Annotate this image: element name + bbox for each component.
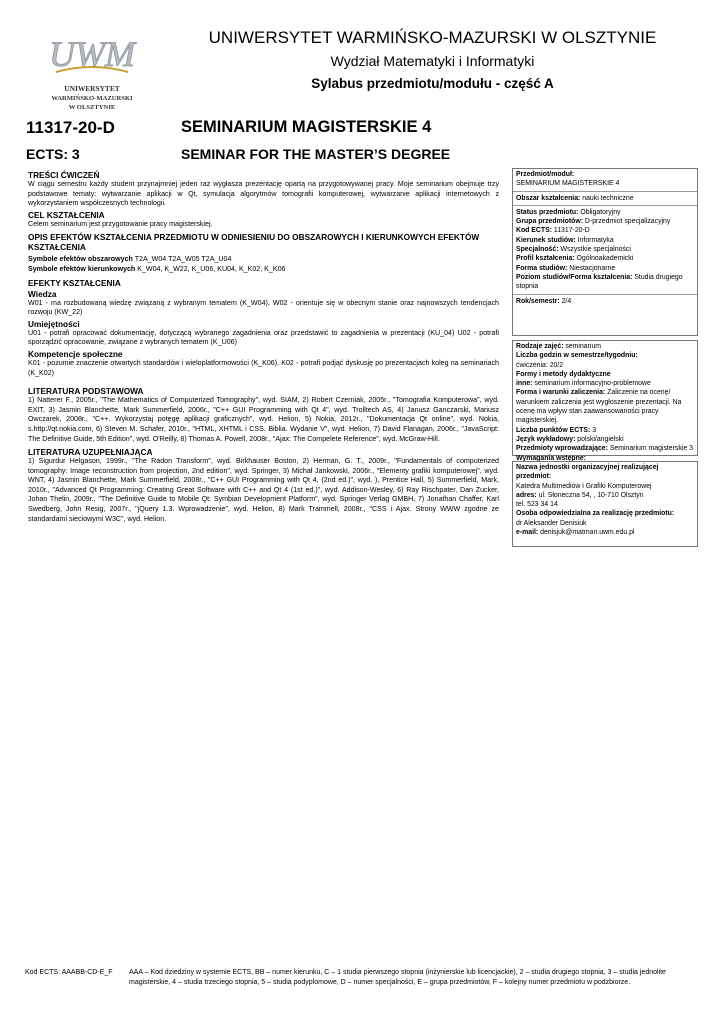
row-rodzaje (516, 342, 694, 351)
info-box-classes (512, 340, 698, 462)
row-adres (516, 491, 694, 500)
label-specjalnosc: Specjalność: (516, 246, 559, 254)
label-status: Status przedmiotu: (516, 208, 579, 216)
row-warunki (516, 388, 694, 425)
info-box-course (512, 168, 698, 336)
value-forma: Niestacjonarne (569, 264, 616, 272)
row-wprowadzajace (516, 444, 694, 453)
main-content (28, 169, 499, 524)
text-wiedza: W01 - ma rozbudowaną wiedzę związaną z wybranym tematem (K_W04), W02 - orientuje się w obecnym stanie oraz najnowszych tendencjach rozwoju (KW_22) (28, 298, 499, 317)
text-cel: Celem seminarium jest przygotowanie pracy magisterskiej. (28, 219, 213, 228)
row-profil (516, 254, 694, 263)
value-jednostka: Katedra Multimediów i Grafiki Komputerowej (516, 482, 652, 490)
value-grupa: D-przedmiot specjalizacyjny (584, 218, 671, 226)
heading-wiedza: Wiedza (28, 288, 57, 299)
label-profil: Profil kształcenia: (516, 255, 575, 263)
symbole-obszarowe-value: T2A_W04 T2A_W05 T2A_U04 (134, 255, 232, 264)
heading-literatura-podstawowa: LITERATURA PODSTAWOWA (28, 386, 144, 397)
label-jezyk: Język wykładowy: (516, 435, 576, 443)
logo-line-3: W OLSZTYNIE (68, 104, 116, 111)
course-title-pl: SEMINARIUM MAGISTERSKIE 4 (181, 118, 432, 136)
label-warunki: Forma i warunki zaliczenia: (516, 389, 606, 397)
value-osoba: dr Aleksander Denisiuk (516, 519, 587, 527)
text-tresci: W ciągu semestru każdy student przynajmniej jeden raz wygłasza prezentację opartą na przygotowywanej pracy. Moje seminarium obejmuje trzy podstawowe tematy: wytwarzanie aplikacji w Qt, symulacja algorytmów tomografii komputerowej, wytwarzanie aplikacji internetowych z wykorzystaniem współczesnych technologii. (28, 180, 499, 208)
symbole-kierunkowe-value: K_W04, K_W22, K_U06, KU04, K_K02, K_K06 (137, 264, 286, 273)
label-rok: Rok/semestr: (516, 297, 560, 305)
value-punkty: 3 (592, 426, 597, 434)
row-kierunek (516, 236, 694, 245)
value-poziom: Studia drugiego stopnia (516, 273, 683, 291)
symbole-obszarowe (28, 255, 499, 265)
syllabus-title: Sylabus przedmiotu/modułu - część A (311, 76, 554, 91)
heading-literatura-uzupelniajaca: LITERATURA UZUPEŁNIAJĄCA (28, 447, 153, 458)
heading-umiejetnosci: Umiejętności (28, 318, 80, 329)
row-punkty (516, 426, 694, 435)
value-obszar: nauki techniczne (582, 194, 634, 202)
value-status: Obligatoryjny (580, 208, 621, 216)
row-status (516, 208, 694, 217)
label-liczba-godzin: Liczba godzin w semestrze/tygodniu: (516, 352, 638, 360)
footer-code-format: Kod ECTS: AAABB-CD-E_F (25, 969, 113, 976)
label-jednostka: Nazwa jednostki organizacyjnej realizującej przedmiot: (516, 464, 659, 481)
row-grupa (516, 217, 694, 226)
label-inne: inne: (516, 380, 533, 388)
text-umiejetnosci: U01 - potrafi opracować dokumentację, dotyczącą wybranego zagadnienia oraz przedstawić to zagadnienia w prezentacji (KU_04) U02 - potrafi sporządzić opracowanie, związane z wybranych tematem (K_U06) (28, 328, 499, 347)
info-box-unit (512, 461, 698, 547)
text-literatura-podstawowa: 1) Natterer F., 2005r., "The Mathematics of Computerized Tomography", wyd. SIAM, 2) Robert Czerniak, 2005r., "Tomografia Komputerowa", wyd. EXIT, 3) Jasmin Blanchette, Mark Summerfield, 2006r., "C++ GUI Programming with Qt 4", wyd. Trolltech AS, 4) Janusz Ganczarski, Mariusz Owczarek, 2008r., "C++. Wykorzystaj potęgę aplikacji graficznych", wyd. Helion, 5) Nokia, 2012r., "Dokumentacja Qt online", wyd. Nokia, s.http://qt.nokia.com, 6) Steven M. Schafer, 2010r., "HTML, XHTML i CSS. Biblia. Wydanie V", wyd. Helion, 7) David Flanagan, 2006r., "JavaScript: The Definitive Guide, 5th Edition", wyd. O'Reilly, 8) Thomas A. Powell, 2008r., "Ajax: The Compelete Reference", wyd. McGraw-Hill. (28, 396, 499, 443)
label-punkty: Liczba punktów ECTS: (516, 426, 591, 434)
value-liczba-godzin: ćwiczenia: 20/2 (516, 361, 564, 369)
symbole-obszarowe-label: Symbole efektów obszarowych (28, 255, 133, 264)
symbole-kierunkowe (28, 265, 499, 275)
row-tel (516, 500, 694, 509)
value-tel: 523 34 14 (527, 501, 558, 509)
row-kod (516, 226, 694, 235)
label-kod: Kod ECTS: (516, 227, 552, 235)
text-kompetencje: K01 - pozumie znaczenie otwartych standardów i wieloplatformowości (K_K06). K02 - potrafi podjąć dyskusję po prezentacjach koleg na seminariach (K_K02) (28, 358, 499, 377)
heading-tresci: TREŚCI ĆWICZEŃ (28, 170, 100, 180)
row-inne (516, 379, 694, 388)
value-adres: ul. Słoneczna 54, , 10-710 Olsztyn (538, 491, 644, 499)
university-name: UNIWERSYTET WARMIŃSKO-MAZURSKI W OLSZTYNIE (208, 28, 657, 47)
value-kod: 11317-20-D (553, 227, 590, 235)
value-wprowadzajace: Seminarium magisterskie 3 (609, 445, 693, 453)
university-logo (46, 22, 138, 114)
footer-legend: AAA – Kod dziedziny w systemie ECTS, BB – numer kierunku, C – 1 studia pierwszego stopnia (inżynierskie lub licencjackie), 2 – studia drugiego stopnia, 3 – studia jednolite magisterskie, 4 – studia trzeciego stopnia, 5 – studia podyplomowe, D – numer specjalności, E – grupa przedmiotów, F – kolejny numer przedmiotu w podzbiorze. (129, 969, 666, 986)
label-adres: adres: (516, 491, 537, 499)
heading-opis: OPIS EFEKTÓW KSZTAŁCENIA PRZEDMIOTU W ODNIESIENIU DO OBSZAROWYCH I KIERUNKOWYCH EFEKTÓW KSZTAŁCENIA (28, 232, 480, 253)
symbole-kierunkowe-label: Symbole efektów kierunkowych (28, 264, 136, 273)
row-jezyk (516, 435, 694, 444)
course-title-en: SEMINAR FOR THE MASTER’S DEGREE (181, 146, 451, 162)
label-kierunek: Kierunek studiów: (516, 236, 576, 244)
value-rodzaje: seminarium (565, 343, 602, 350)
label-forma: Forma studiów: (516, 264, 568, 272)
row-poziom (516, 273, 694, 292)
faculty-name: Wydział Matematyki i Informatyki (330, 53, 535, 69)
heading-efekty: EFEKTY KSZTAŁCENIA (28, 277, 121, 288)
logo-mark: UWM (49, 34, 135, 74)
label-wprowadzajace: Przedmioty wprowadzające: (516, 445, 608, 453)
value-warunki: Zaliczenie na ocenę/ warunkiem zaliczenia jest wygłoszenie prezentacji. Na ocenę ma wpływ stan zaawansowaności pracy magisterskiej. (516, 389, 682, 425)
value-przedmiot: SEMINARIUM MAGISTERSKIE 4 (516, 180, 620, 188)
value-rok: 2/4 (561, 297, 572, 305)
value-email[interactable]: denisjuk@matman.uwm.edu.pl (540, 529, 635, 537)
row-email (516, 528, 694, 537)
row-obszar (516, 194, 694, 203)
value-specjalnosc: Wszystkie specjalności (560, 246, 631, 254)
label-grupa: Grupa przedmiotów: (516, 218, 583, 226)
heading-kompetencje: Kompetencje społeczne (28, 348, 123, 359)
label-obszar: Obszar kształcenia: (516, 194, 581, 202)
course-ects: ECTS: 3 (26, 146, 80, 162)
value-inne: seminarium informacyjno-problemowe (534, 380, 651, 388)
row-specjalnosc (516, 245, 694, 254)
label-tel: tel. (516, 501, 526, 509)
course-code: 11317-20-D (26, 118, 115, 137)
label-email: e-mail: (516, 529, 539, 537)
label-rodzaje: Rodzaje zajęć: (516, 343, 564, 350)
row-rok (516, 297, 694, 306)
label-osoba: Osoba odpowiedzialna za realizację przedmiotu: (516, 510, 675, 518)
value-jezyk: polski/angielski (577, 435, 624, 443)
label-poziom: Poziom studiów/Forma kształcenia: (516, 273, 633, 281)
label-przedmiot: Przedmiot/moduł: (516, 171, 575, 178)
label-wymagania: Wymagania wstępne: (516, 454, 586, 462)
logo-line-2: WARMIŃSKO-MAZURSKI (51, 95, 133, 102)
text-literatura-uzupelniajaca: 1) Sigurdur Helgason, 1999r., "The Radon Transform", wyd. Birkhauser Boston, 2) Herman, G. T., 2009r., "Fundamentals of computerized tomography: Image reconstruction from projection, 2nd edition", wyd. Springer, 3) Michał Jankowski, 2006r., "Elementy grafiki komputerowej", wyd. WNT, 4) Jasmin Blanchette, Mark Summerfield, 2008r., "C++ GUI Programming with Qt 4, (2nd ed.)", wyd. ), Prentice Hall, 5) Summerfield, Mark, 2010r., "Advanced Qt Programming: Creating Great Software with C++ and Qt 4 (1st ed.)", wyd. Addison-Wesley, 6) Ray Rischpater, Dan Zucker, Johan Thelin, 2009r., "The Definitive Guide to Mobile Qt: Symbian Development Platform", wyd. Springer Verlag GMBH, 7) Jonathan Chaffer, Karl Swedberg, John Resig, 2007r., "jQuery 1.3. Wprowadzenie", wyd. Helion, 8) Mark Trammell, 2008r., "CSS i Ajax. Strony WWW zgodne ze standardami sieciowymi W3C", wyd. Helion. (28, 457, 499, 523)
value-kierunek: Informatyka (577, 236, 614, 244)
logo-line-1: UNIWERSYTET (64, 84, 120, 93)
label-formy: Formy i metody dydaktyczne (516, 370, 611, 378)
value-profil: Ogólnoakademicki (576, 255, 634, 263)
heading-cel: CEL KSZTAŁCENIA (28, 209, 105, 220)
row-forma (516, 264, 694, 273)
